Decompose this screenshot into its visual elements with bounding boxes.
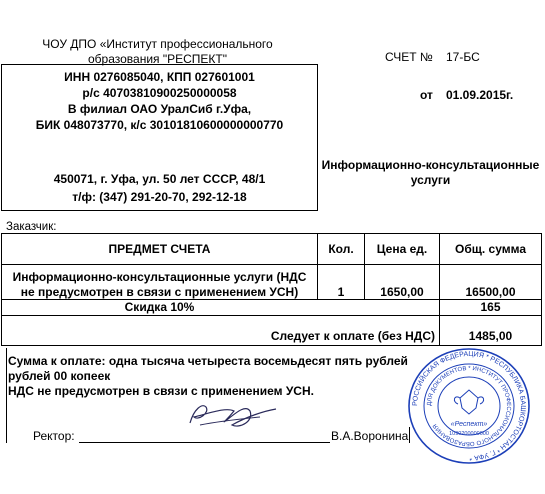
column-header-price: Цена ед. <box>376 242 428 256</box>
table-row-qty: 1 <box>337 285 345 299</box>
organization-seal <box>404 346 534 466</box>
column-header-qty: Кол. <box>328 242 354 256</box>
signature-line <box>79 442 330 443</box>
invoice-date: 01.09.2015г. <box>446 88 514 102</box>
bik-corr-account: БИК 048073770, к/с 30101810600000000770 <box>35 118 284 132</box>
seal-inner-text: ДЛЯ ДОКУМЕНТОВ * ИНСТИТУТ ПРОФЕССИОНАЛЬНОГО ОБРАЗОВАНИЯ <box>426 365 512 447</box>
payable-value: 1485,00 <box>468 329 513 343</box>
column-header-total: Общ. сумма <box>455 242 526 256</box>
discount-value: 165 <box>480 300 501 314</box>
table-row-price: 1650,00 <box>380 285 424 299</box>
inn-kpp: ИНН 0276085040, КПП 027601001 <box>64 70 255 84</box>
address: 450071, г. Уфа, ул. 50 лет СССР, 48/1 <box>53 172 266 186</box>
customer-label: Заказчик: <box>6 221 57 233</box>
amount-in-words: Сумма к оплате: одна тысяча четыреста восемьдесят пять рублей <box>8 354 408 368</box>
bank-name: В филиал ОАО УралСиб г.Уфа, <box>67 102 252 116</box>
service-title: Информационно-консультационные услуги <box>321 158 540 187</box>
seal-center-name: «Респект» <box>450 421 488 428</box>
table-row-total: 16500,00 <box>465 285 516 299</box>
organization-name: ЧОУ ДПО «Институт профессионального образования "РЕСПЕКТ" <box>42 37 273 66</box>
vat-note: НДС не предусмотрен в связи с применением УСН. <box>8 384 314 398</box>
date-prefix: от <box>420 88 433 102</box>
table-row-subject: Информационно-консультационные услуги (НДС не предусмотрен в связи с применением УСН) <box>12 270 307 299</box>
bank-account: р/с 40703810900250000058 <box>82 86 237 100</box>
rector-label: Ректор: <box>33 429 75 443</box>
phone: т/ф: (347) 291-20-70, 292-12-18 <box>72 190 247 204</box>
seal-ogrn: 1090200000000 <box>449 431 489 437</box>
invoice-number: 17-БС <box>446 50 480 64</box>
handwritten-signature <box>180 395 290 435</box>
amount-in-words-cont: рублей 00 копеек <box>8 369 111 383</box>
payable-label: Следует к оплате (без НДС) <box>270 329 435 343</box>
seal-outer-text: РОССИЙСКАЯ ФЕДЕРАЦИЯ * РЕСПУБЛИКА БАШКОРТОСТАН * Г. УФА * <box>411 350 527 462</box>
invoice-label: СЧЕТ № <box>385 50 433 64</box>
rector-name: В.А.Воронина <box>331 429 409 443</box>
column-header-subject: ПРЕДМЕТ СЧЕТА <box>108 242 211 256</box>
discount-label: Скидка 10% <box>124 300 195 314</box>
